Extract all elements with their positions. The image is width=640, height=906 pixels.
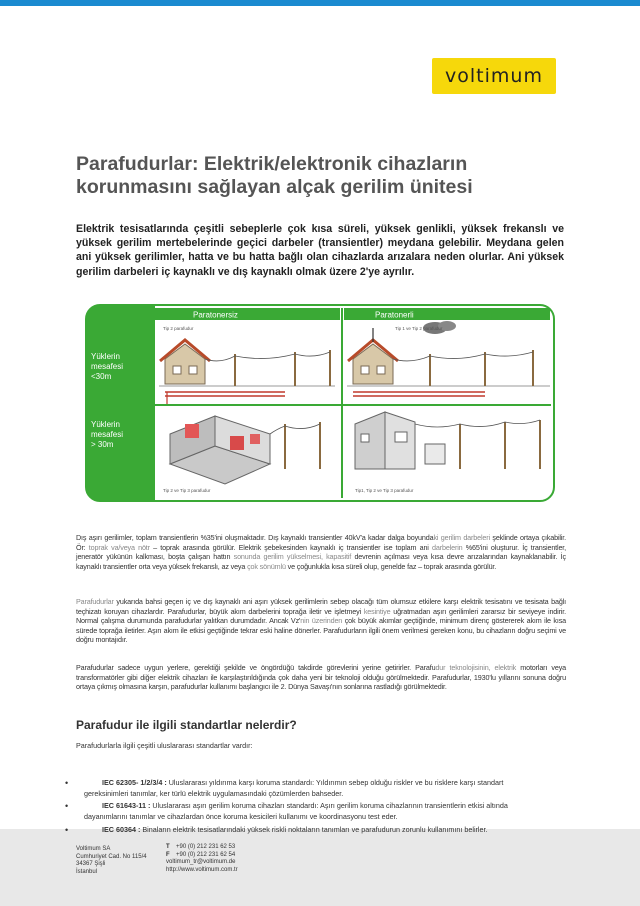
p1-d: toprak va/veya nötr: [88, 542, 150, 552]
standard-item: [62, 825, 562, 836]
figure-frame: [86, 305, 554, 501]
phone-value: +90 (0) 212 231 62 53: [176, 844, 236, 850]
top-accent-bar: [0, 0, 640, 6]
p1-c: şeklinde ortaya çıkabilir. Ör:: [76, 533, 566, 552]
row-bottom-line3: > 30m: [91, 440, 114, 449]
logo-text: voltimum: [445, 65, 543, 87]
label-paratonersiz: Paratonersiz: [193, 310, 238, 320]
row-top-line2: mesafesi: [91, 362, 124, 371]
fax-label: F: [166, 851, 170, 858]
fax-value: +90 (0) 212 231 62 54: [176, 851, 236, 858]
p1-e: – toprak arasında görülür. Elektrik şebekesinden kaynaklı iç transientler ise toplam ani: [153, 542, 429, 552]
p3-e: sonlarına rastladığı görülmektedir.: [343, 682, 447, 692]
p1-f: darbelerin: [432, 542, 463, 552]
p1-b: ki gerilim darbeleri: [433, 533, 490, 542]
row-bottom-line1: Yüklerin: [91, 420, 120, 429]
p2-c: kesintiye: [363, 606, 391, 616]
p1-a: Dış aşırı gerilimler, toplam transientlerin %35'ini oluşmaktadır. Dış kaynaklı transientler 40kV'a kadar dalga boyunda: [76, 533, 434, 542]
footer-contact: [166, 844, 238, 874]
standard-code: IEC 62305- 1/2/3/4 :: [102, 778, 167, 787]
footer: [0, 829, 640, 906]
p3-b: dur teknolojisinin, elektrik: [435, 663, 517, 672]
bullet: •: [65, 801, 69, 811]
surge-protection-diagram: [85, 304, 555, 502]
title-line-1: Parafudurlar: Elektrik/elektronik cihazların: [76, 153, 468, 175]
p2-a: Parafudurlar: [76, 597, 114, 606]
p2-f: nin üzerinden: [300, 616, 343, 626]
title-line-2: korunmasını sağlayan alçak gerilim ünitesi: [76, 176, 473, 198]
paragraph-external-surges: [76, 533, 566, 571]
standard-text-cont: gereksinimleri tanımlar, ker türlü elektrik uygulamasındaki çözümlerden bahseder.: [84, 788, 344, 798]
p3-d: Parafudurlar, 1930'lu yıllarını sonuna doğru ortaya çıkmış olmasına karşın, parafudurlar kullanımı başlangıcı ile 2. Dünya Savaşı'nın: [76, 672, 566, 692]
label-tip1-tip2-tip3: Tip1, Tip 2 ve Tip 3 parafudur: [355, 488, 414, 493]
bullet: •: [65, 825, 69, 835]
phone-label: T: [166, 844, 170, 850]
footer-city: İstanbul: [76, 868, 98, 875]
label-tip2: Tip 2 parafudur: [163, 326, 194, 331]
standard-text: Uluslararası aşırı gerilim koruma cihazları standardı: Aşırı gerilim koruma cihazlarının transientlerin etkisi altında: [152, 801, 508, 810]
p3-c: motorları veya transformatörler gibi diğer elektrik cihazları ile karşılaştırıldığında çok daha yeni bir teknoloji olduğu görülmektedir.: [76, 663, 566, 682]
footer-company: Voltimum SA: [76, 846, 111, 852]
label-tip1-tip2: Tip 1 ve Tip 2 parafudur: [395, 326, 443, 331]
standard-item: [62, 778, 562, 799]
p2-e: z': [295, 616, 301, 626]
bullet: •: [65, 778, 69, 788]
footer-website[interactable]: http://www.voltimum.com.tr: [166, 866, 238, 873]
standard-item: [62, 801, 562, 822]
page-title: [76, 153, 556, 199]
p3-a: Parafudurlar sadece uygun yerlere, gerektiği şekilde ve öngördüğü takdirde görevlerini yerine getirirler. Parafu: [76, 663, 436, 672]
p1-j: çok sönümlü: [247, 561, 286, 571]
label-tip2-tip3: Tip 2 ve Tip 3 parafudur: [163, 488, 211, 493]
standard-text: Binaların elektrik tesisatlarındaki yüksek riskli noktaların tanımları ve parafudurun zorunlu kullanımını belirler.: [142, 825, 488, 834]
row-top-line1: Yüklerin: [91, 352, 120, 361]
footer-email[interactable]: voltimum_tr@voltimum.de: [166, 859, 236, 866]
paragraph-history: [76, 663, 566, 692]
voltimum-logo: [432, 58, 556, 94]
p1-k: ve çoğunlukla kısa süreli olup, genelde faz – toprak arasında görülür.: [287, 561, 497, 571]
lead-paragraph: Elektrik tesisatlarında çeşitli sebeplerle çok kısa süreli, yüksek genlikli, yüksek frekanslı ve yüksek gerilim mertebelerinde geçici darbeler (transientler) meydana gelebilir. Meydana gelen ani yüksek gerilimler, hatta ve bu hatta bağlı olan cihazlarda arızalara neden olurlar. Ani yüksek gerilim darbeleri iç kaynaklı ve dış kaynaklı olmak üzere 2'ye ayrılır.: [76, 223, 564, 278]
standards-intro: Parafudurlarla ilgili çeşitli uluslararası standartlar vardır:: [76, 741, 253, 750]
section-heading-standards: Parafudur ile ilgili standartlar nelerdir?: [76, 718, 297, 732]
p2-h: haline dönerler. Parafudurların ilgili önem verilmesi gereken konu, bu cihazların doğru seçimi ve doğru montajıdır.: [76, 625, 566, 645]
standard-text: Uluslararası yıldırıma karşı koruma standardı: Yıldırımın sebep olduğu riskler ve bu risklere karşı standart: [168, 778, 504, 787]
label-paratonerli: Paratonerli: [375, 310, 414, 320]
footer-address: [76, 846, 147, 876]
standard-code: IEC 60364 :: [102, 825, 141, 834]
header-paratonersiz: [155, 308, 340, 320]
row-bottom-line2: mesafesi: [91, 430, 124, 439]
p2-g: çok büyük akımlar geçtiğinde, minimum direnç göstererek akım ile kısa sürede toprağa iletirler. Aşırı akım ile etkisi geçtiğinde tekrar eski: [76, 616, 567, 635]
standard-text-cont: dayanımlarını tanımlar ve cihazlardan önce koruma kesicileri kullanımı ve koordinasyonu test eder.: [84, 811, 398, 821]
p2-b: yukarıda bahsi geçen iç ve dış kaynaklı ani aşırı yüksek gerilimlerin sebep olacağı tüm olumsuz etkilere karşı elektrik tesisatını ve tesisata bağlı teçhizatı koruyan cihazlardır. Parafudurlar, büyük akım darbelerini toprağa iletir ve işletmeyi: [76, 597, 566, 616]
footer-district: 34367 Şişli: [76, 861, 106, 868]
footer-street: Cumhuriyet Cad. No 115/4: [76, 853, 147, 860]
paragraph-surge-arresters: [76, 597, 566, 645]
p2-d: uğratmadan aşırı gerilimleri zararsız bir seviyeye indirir. Normal çalışma durumunda parafudurlar yalıtkan durumdadır. Ancak V: [76, 606, 566, 626]
standard-code: IEC 61643-11 :: [102, 801, 151, 810]
p1-h: sonunda gerilim yükselmesi, kapasitif: [233, 552, 352, 562]
p1-g: %65'ini oluşturur. İç transientler, jeneratör yükünün kalkması, boşta çalışan hattın: [76, 542, 566, 562]
row-top-line3: <30m: [91, 372, 112, 381]
p1-i: devrenin açılması veya kısa devre arızalarından kaynaklanabilir. İç kaynaklı transientler orta veya yüksek frekanslı, az veya: [76, 552, 566, 571]
